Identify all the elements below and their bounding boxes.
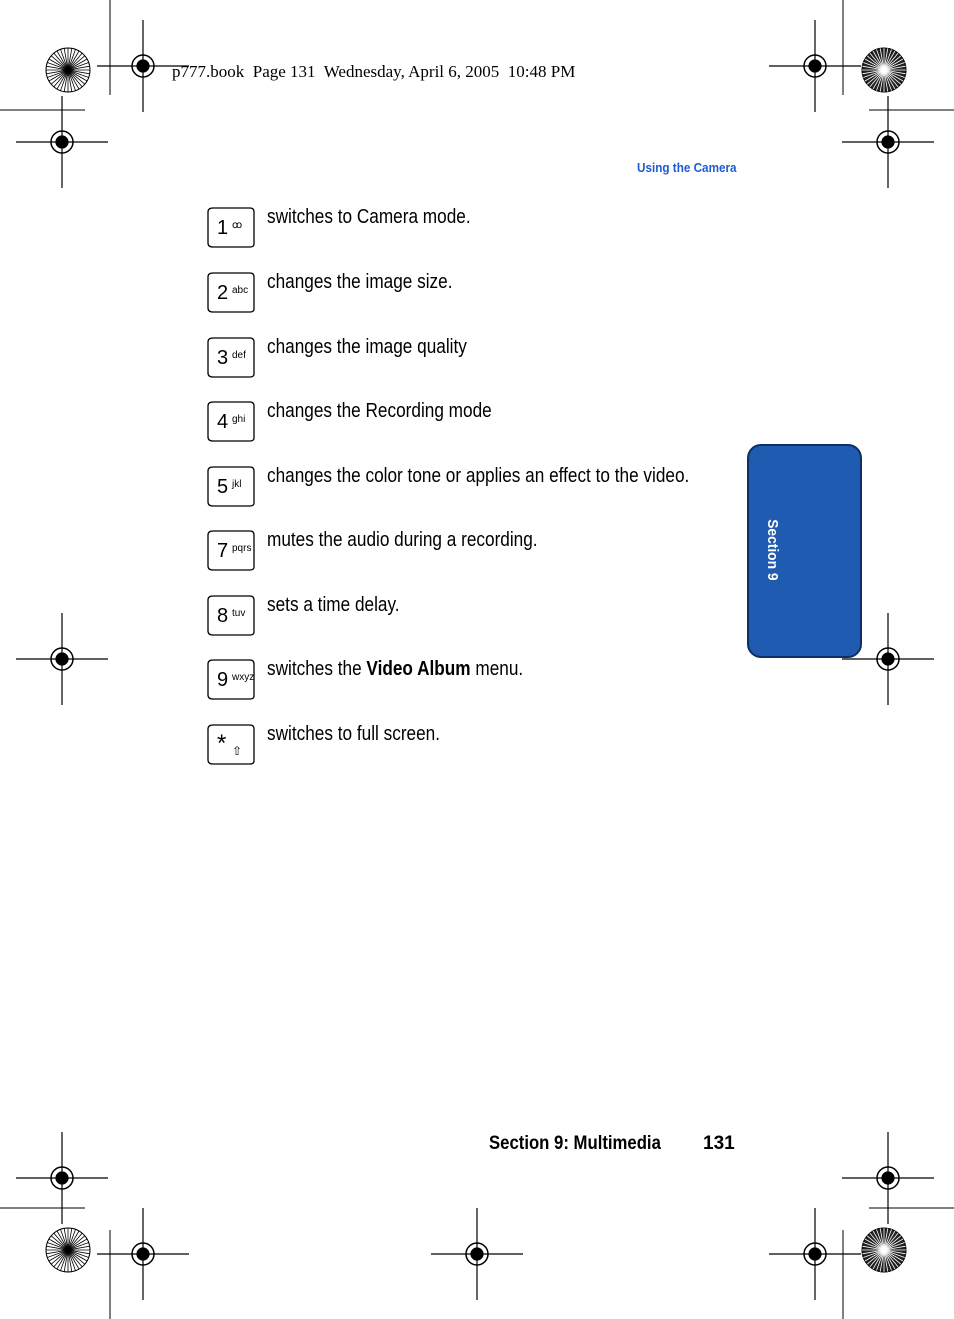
key-description: changes the color tone or applies an effect to the video.	[267, 465, 690, 487]
key-number: 1	[217, 217, 229, 239]
footer-title: Section 9: Multimedia	[489, 1133, 661, 1154]
section-tab	[747, 444, 862, 658]
crosshair-mark	[769, 20, 861, 112]
keypad-key-icon	[205, 594, 255, 636]
book-header: p777.book Page 131 Wednesday, April 6, 2005 10:48 PM	[172, 62, 576, 81]
key-number: 5	[217, 476, 229, 498]
key-number: 9	[217, 669, 229, 691]
key-letters: pqrs	[232, 543, 252, 554]
key-number: *	[217, 730, 227, 757]
key-description: switches to full screen.	[267, 723, 441, 745]
keypad-key-icon	[205, 465, 255, 507]
key-description: switches to Camera mode.	[267, 206, 471, 228]
key-letters: ghi	[232, 414, 246, 425]
key-number: 2	[217, 282, 229, 304]
crosshair-mark	[97, 1208, 189, 1300]
key-letters: jkl	[232, 479, 242, 490]
crosshair-mark	[16, 1132, 108, 1224]
keypad-key-icon	[205, 400, 255, 442]
running-head: Using the Camera	[637, 160, 737, 175]
keypad-key-icon	[205, 658, 255, 700]
starburst-mark	[46, 1228, 90, 1272]
crosshair-mark	[431, 1208, 523, 1300]
key-description	[267, 658, 523, 681]
keypad-key-icon	[205, 336, 255, 378]
crosshair-mark	[16, 613, 108, 705]
section-tab-label: Section 9	[764, 519, 781, 581]
key-description: changes the image size.	[267, 271, 453, 293]
crosshair-mark	[842, 1132, 934, 1224]
page-number: 131	[703, 1133, 735, 1154]
crosshair-mark	[769, 1208, 861, 1300]
keypad-key-icon	[205, 271, 255, 313]
key-number: 8	[217, 605, 229, 627]
keypad-key-icon	[205, 206, 255, 248]
key-description: sets a time delay.	[267, 594, 400, 616]
desc-text: switches the	[267, 658, 367, 680]
keypad-key-icon	[205, 723, 255, 765]
key-letters: ⇧	[232, 744, 243, 758]
key-description: mutes the audio during a recording.	[267, 529, 538, 551]
starburst-mark	[862, 1228, 906, 1272]
keypad-key-icon	[205, 529, 255, 571]
key-description: changes the image quality	[267, 336, 467, 358]
key-letters: ꝏ	[232, 220, 243, 231]
key-letters: abc	[232, 285, 249, 296]
key-number: 4	[217, 411, 229, 433]
key-description: changes the Recording mode	[267, 400, 492, 422]
key-letters: wxyz	[232, 672, 255, 683]
key-letters: def	[232, 350, 246, 361]
key-number: 3	[217, 347, 229, 369]
starburst-mark	[862, 48, 906, 92]
starburst-mark	[46, 48, 90, 92]
desc-bold-text: Video Album	[366, 658, 471, 680]
key-number: 7	[217, 540, 229, 562]
key-letters: tuv	[232, 608, 246, 619]
desc-text: menu.	[470, 658, 524, 680]
